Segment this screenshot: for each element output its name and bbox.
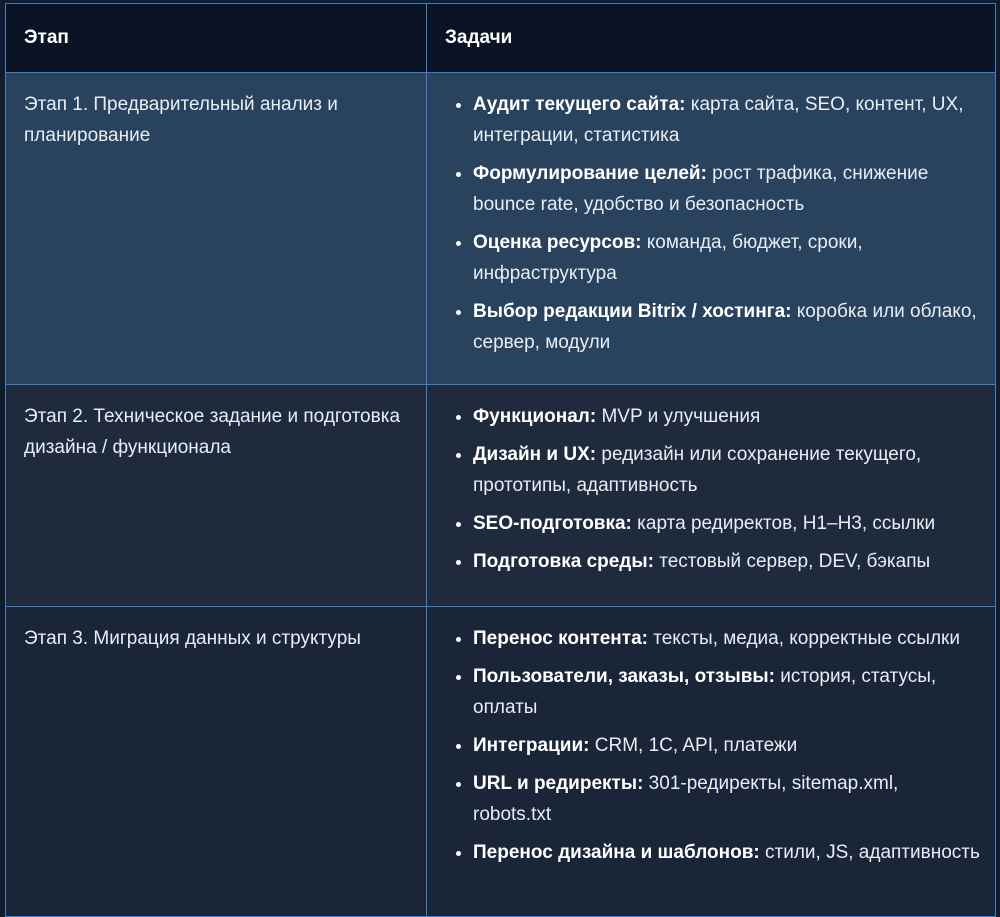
task-title: Дизайн и UX: — [473, 444, 597, 465]
table-row — [6, 73, 996, 385]
task-title: Функционал: — [473, 406, 597, 427]
column-header-stage: Этап — [6, 4, 427, 73]
list-item — [473, 227, 981, 289]
stage-cell: Этап 3. Миграция данных и структуры — [6, 607, 427, 917]
task-list — [445, 89, 981, 358]
task-text: тексты, медиа, корректные ссылки — [647, 628, 960, 649]
task-title: Аудит текущего сайта: — [473, 94, 686, 115]
task-text: карта сайта, SEO, контент, UX, интеграции, статистика — [473, 94, 964, 146]
column-header-tasks: Задачи — [427, 4, 996, 73]
task-text: карта редиректов, H1–H3, ссылки — [631, 513, 936, 534]
task-title: SEO-подготовка: — [473, 513, 632, 534]
task-title: Оценка ресурсов: — [473, 232, 642, 253]
task-text: стили, JS, адаптивность — [759, 842, 980, 863]
task-list — [445, 623, 981, 868]
list-item — [473, 768, 981, 830]
list-item — [473, 623, 981, 654]
stage-cell: Этап 2. Техническое задание и подготовка дизайна / функционала — [6, 385, 427, 607]
task-text: коробка или облако, сервер, модули — [473, 301, 977, 353]
task-title: Интеграции: — [473, 735, 590, 756]
task-text: история, статусы, оплаты — [473, 666, 937, 718]
task-text: тестовый сервер, DEV, бэкапы — [653, 551, 931, 572]
list-item — [473, 158, 981, 220]
task-text: 301-редиректы, sitemap.xml, robots.txt — [473, 773, 899, 825]
task-title: Выбор редакции Bitrix / хостинга: — [473, 301, 792, 322]
list-item — [473, 661, 981, 723]
stages-table — [5, 3, 996, 917]
list-item — [473, 439, 981, 501]
stage-cell: Этап 1. Предварительный анализ и планирование — [6, 73, 427, 385]
task-text: MVP и улучшения — [596, 406, 761, 427]
list-item — [473, 89, 981, 151]
task-title: Подготовка среды: — [473, 551, 654, 572]
table-row — [6, 607, 996, 917]
tasks-cell — [427, 607, 996, 917]
task-title: URL и редиректы: — [473, 773, 644, 794]
task-text: команда, бюджет, сроки, инфраструктура — [473, 232, 863, 284]
task-title: Перенос контента: — [473, 628, 648, 649]
list-item — [473, 546, 981, 577]
table-row — [6, 385, 996, 607]
task-title: Формулирование целей: — [473, 163, 707, 184]
list-item — [473, 296, 981, 358]
tasks-cell — [427, 385, 996, 607]
task-list — [445, 401, 981, 577]
task-text: CRM, 1C, API, платежи — [589, 735, 798, 756]
tasks-cell — [427, 73, 996, 385]
task-text: редизайн или сохранение текущего, прототипы, адаптивность — [473, 444, 922, 496]
list-item — [473, 837, 981, 868]
list-item — [473, 508, 981, 539]
list-item — [473, 401, 981, 432]
task-title: Пользователи, заказы, отзывы: — [473, 666, 775, 687]
table-header-row — [6, 4, 996, 73]
task-title: Перенос дизайна и шаблонов: — [473, 842, 760, 863]
task-text: рост трафика, снижение bounce rate, удобство и безопасность — [473, 163, 929, 215]
list-item — [473, 730, 981, 761]
